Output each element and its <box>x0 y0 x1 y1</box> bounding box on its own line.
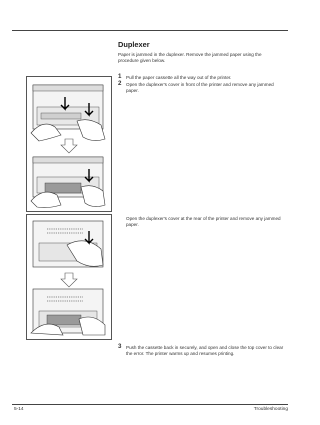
front-duplexer-figure <box>26 76 112 212</box>
section-title: Duplexer <box>118 40 150 49</box>
step-text: Push the cassette back in securely, and open and close the top cover to clear the error. The printer warms up and resumes printing. <box>126 345 284 356</box>
step-number: 2 <box>118 80 122 87</box>
step-text: Open the duplexer's cover in front of the printer and remove any jammed paper. <box>126 82 274 93</box>
step-text: Pull the paper cassette all the way out of the printer. <box>126 75 232 80</box>
printer-front-illustration-top <box>31 85 105 141</box>
intro-paragraph: Paper is jammed in the duplexer. Remove the jammed paper using the procedure given below. <box>118 52 262 63</box>
step-number: 1 <box>118 73 122 80</box>
printer-rear-illustration-bottom <box>31 289 105 335</box>
footer-section: Troubleshooting <box>253 407 288 412</box>
footer-rule <box>12 404 288 405</box>
step-number: 3 <box>118 343 122 350</box>
printer-rear-illustration-top <box>33 221 103 267</box>
rear-cover-instruction: Open the duplexer's cover at the rear of the printer and remove any jammed paper. <box>126 216 281 227</box>
header-rule <box>12 30 288 31</box>
rear-duplexer-figure <box>26 214 112 340</box>
down-arrow-icon <box>61 139 77 153</box>
printer-front-illustration-bottom <box>31 157 105 208</box>
down-arrow-icon <box>61 273 77 287</box>
page-number: 5-14 <box>14 407 24 412</box>
